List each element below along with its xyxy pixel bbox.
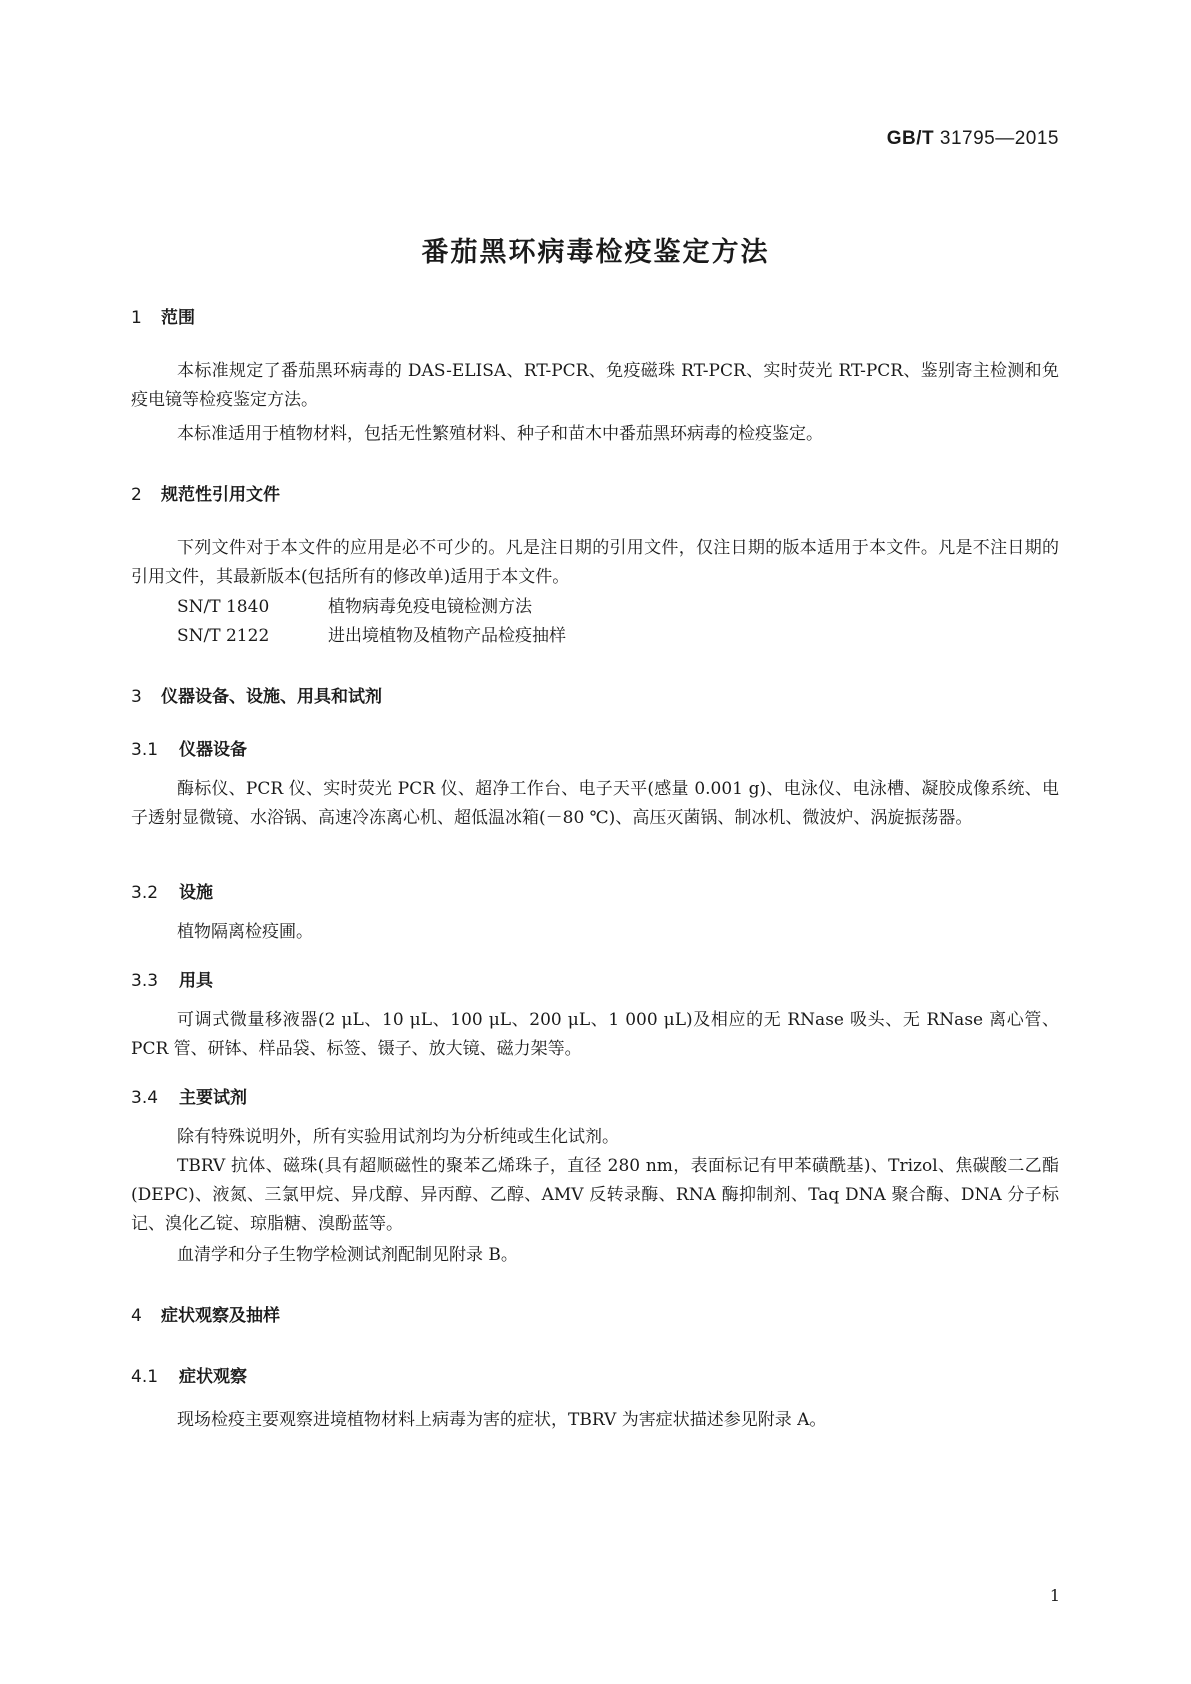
section-3-heading <box>131 682 382 707</box>
standard-code: GB/T <box>886 128 935 149</box>
section-number: 3.1 <box>131 740 159 760</box>
standard-number <box>887 128 1059 150</box>
section-title: 症状观察及抽样 <box>161 1306 280 1326</box>
section-4-1-heading <box>131 1362 247 1387</box>
section-3-4-heading <box>131 1083 247 1108</box>
section-number: 3 <box>131 687 142 707</box>
section-title: 主要试剂 <box>179 1088 247 1108</box>
section-2-paragraph-1: 下列文件对于本文件的应用是必不可少的。凡是注日期的引用文件，仅注日期的版本适用于本文件。凡是不注日期的引用文件，其最新版本(包括所有的修改单)适用于本文件。 <box>131 538 1059 587</box>
section-title: 规范性引用文件 <box>161 485 280 505</box>
section-number: 2 <box>131 485 142 505</box>
reference-item <box>177 622 566 651</box>
document-title: 番茄黑环病毒检疫鉴定方法 <box>421 237 770 268</box>
section-1-paragraph-2: 本标准适用于植物材料，包括无性繁殖材料、种子和苗木中番茄黑环病毒的检疫鉴定。 <box>177 424 823 444</box>
section-number: 4.1 <box>131 1367 159 1387</box>
section-3-3-heading <box>131 966 213 991</box>
section-3-2-paragraph: 植物隔离检疫圃。 <box>177 922 313 942</box>
reference-title: 植物病毒免疫电镜检测方法 <box>328 597 532 617</box>
section-3-4-paragraph-3: 血清学和分子生物学检测试剂配制见附录 B。 <box>177 1245 518 1265</box>
reference-code: SN/T 1840 <box>177 597 270 617</box>
section-title: 仪器设备、设施、用具和试剂 <box>161 687 382 707</box>
section-4-1-paragraph: 现场检疫主要观察进境植物材料上病毒为害的症状，TBRV 为害症状描述参见附录 A。 <box>177 1410 827 1430</box>
section-number: 3.2 <box>131 883 159 903</box>
page-number: 1 <box>1049 1586 1060 1605</box>
section-number: 3.4 <box>131 1088 159 1108</box>
section-3-2-heading <box>131 878 213 903</box>
standard-year: 31795—2015 <box>934 128 1059 149</box>
section-title: 症状观察 <box>179 1367 247 1387</box>
section-3-1-heading <box>131 735 247 760</box>
section-title: 范围 <box>161 308 195 328</box>
section-3-4-paragraph-1: 除有特殊说明外，所有实验用试剂均为分析纯或生化试剂。 <box>177 1127 619 1147</box>
section-4-heading <box>131 1301 280 1326</box>
section-1-paragraph-1: 本标准规定了番茄黑环病毒的 DAS-ELISA、RT-PCR、免疫磁珠 RT-PCR、实时荧光 RT-PCR、鉴别寄主检测和免疫电镜等检疫鉴定方法。 <box>131 361 1059 410</box>
section-title: 设施 <box>179 883 213 903</box>
reference-item <box>177 593 532 622</box>
section-3-4-paragraph-2: TBRV 抗体、磁珠(具有超顺磁性的聚苯乙烯珠子，直径 280 nm，表面标记有甲苯磺酰基)、Trizol、焦碳酸二乙酯(DEPC)、液氮、三氯甲烷、异戊醇、异丙醇、乙醇、AMV 反转录酶、RNA 酶抑制剂、Taq DNA 聚合酶、DNA 分子标记、溴化乙锭、琼脂糖、溴酚蓝等。 <box>131 1156 1059 1234</box>
section-number: 3.3 <box>131 971 159 991</box>
section-2-heading <box>131 480 280 505</box>
section-number: 4 <box>131 1306 142 1326</box>
section-title: 用具 <box>179 971 213 991</box>
section-title: 仪器设备 <box>179 740 247 760</box>
section-3-3-paragraph: 可调式微量移液器(2 μL、10 μL、100 μL、200 μL、1 000 μL)及相应的无 RNase 吸头、无 RNase 离心管、PCR 管、研钵、样品袋、标签、镊子、放大镜、磁力架等。 <box>131 1010 1059 1059</box>
section-1-heading <box>131 303 195 328</box>
reference-title: 进出境植物及植物产品检疫抽样 <box>328 626 566 646</box>
reference-code: SN/T 2122 <box>177 626 270 646</box>
section-number: 1 <box>131 308 142 328</box>
section-3-1-paragraph: 酶标仪、PCR 仪、实时荧光 PCR 仪、超净工作台、电子天平(感量 0.001 g)、电泳仪、电泳槽、凝胶成像系统、电子透射显微镜、水浴锅、高速冷冻离心机、超低温冰箱(－80 ℃)、高压灭菌锅、制冰机、微波炉、涡旋振荡器。 <box>131 779 1059 828</box>
